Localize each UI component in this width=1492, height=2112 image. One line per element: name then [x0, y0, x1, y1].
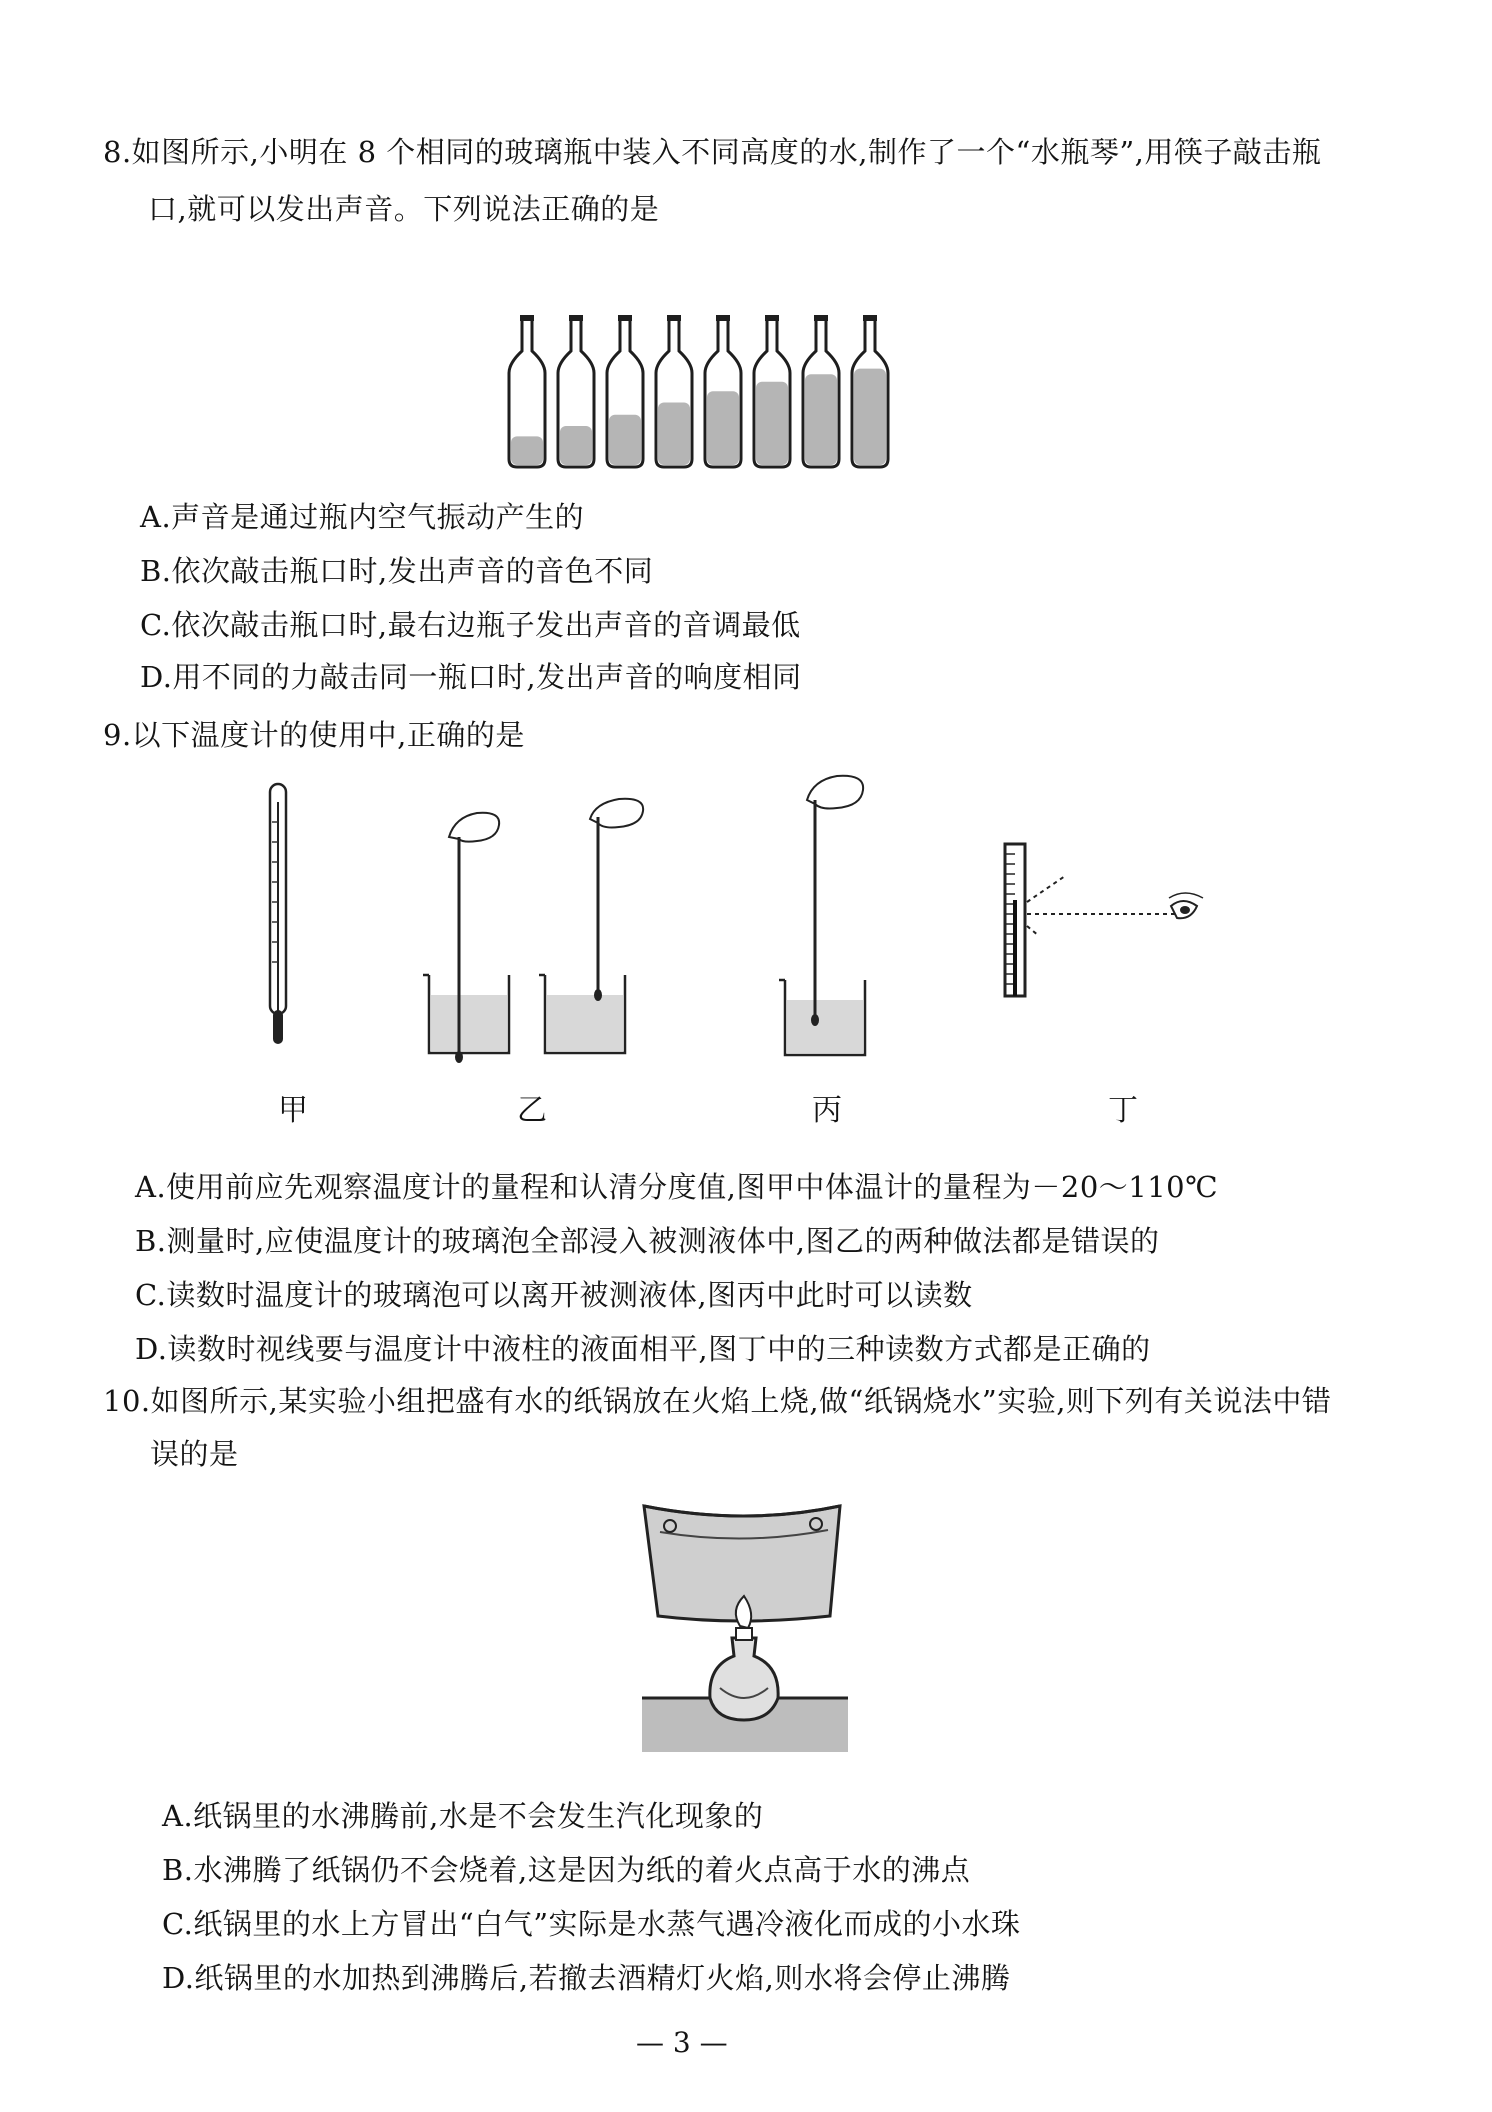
bottle — [705, 315, 741, 467]
bottle-water — [609, 415, 641, 465]
figure-label-jia: 甲 — [278, 1093, 308, 1128]
bottle-lip — [716, 315, 730, 321]
paper-pot-figure — [640, 1498, 850, 1758]
bottle-water — [805, 374, 837, 465]
bottle-lip — [520, 315, 534, 321]
q8-option-c: C.依次敲击瓶口时,最右边瓶子发出声音的音调最低 — [140, 608, 801, 642]
bottle-lip — [618, 315, 632, 321]
page-number: — 3 — — [636, 2026, 728, 2059]
bottle-water — [854, 369, 886, 465]
bottle-water — [756, 382, 788, 465]
q10-option-d: D.纸锅里的水加热到沸腾后,若撤去酒精灯火焰,则水将会停止沸腾 — [162, 1961, 1011, 1995]
q8-option-a: A.声音是通过瓶内空气振动产生的 — [140, 500, 585, 534]
bottle — [852, 315, 888, 467]
bottle-water — [560, 426, 592, 465]
q9-option-c: C.读数时温度计的玻璃泡可以离开被测液体,图丙中此时可以读数 — [135, 1278, 973, 1312]
bottle-water — [658, 402, 690, 465]
bottle-lip — [569, 315, 583, 321]
bottle-water — [707, 391, 739, 465]
figure-label-yi: 乙 — [517, 1093, 547, 1128]
q9-option-b: B.测量时,应使温度计的玻璃泡全部浸入被测液体中,图乙的两种做法都是错误的 — [135, 1224, 1160, 1258]
q10-option-a: A.纸锅里的水沸腾前,水是不会发生汽化现象的 — [162, 1799, 764, 1833]
q10-option-c: C.纸锅里的水上方冒出“白气”实际是水蒸气遇冷液化而成的小水珠 — [162, 1907, 1021, 1941]
q8-stem-line1: 8.如图所示,小明在 8 个相同的玻璃瓶中装入不同高度的水,制作了一个“水瓶琴”,用筷子敲击瓶 — [103, 135, 1322, 169]
bottle-lip — [667, 315, 681, 321]
bottle — [656, 315, 692, 467]
q8-stem-line2: 口,就可以发出声音。下列说法正确的是 — [148, 192, 660, 226]
bottle — [607, 315, 643, 467]
q10-stem-line2: 误的是 — [150, 1437, 239, 1471]
bottle-lip — [765, 315, 779, 321]
water-bottles-figure — [505, 315, 905, 475]
thermometer-ding-figure — [995, 840, 1225, 1000]
q9-stem: 9.以下温度计的使用中,正确的是 — [103, 718, 525, 752]
bottle — [754, 315, 790, 467]
q10-stem-line1: 10.如图所示,某实验小组把盛有水的纸锅放在火焰上烧,做“纸锅烧水”实验,则下列有关说法中错 — [103, 1384, 1332, 1418]
bottle — [509, 315, 545, 467]
bottle-lip — [863, 315, 877, 321]
q10-option-b: B.水沸腾了纸锅仍不会烧着,这是因为纸的着火点高于水的沸点 — [162, 1853, 971, 1887]
bottle-water — [511, 436, 543, 465]
figure-label-bing: 丙 — [812, 1093, 842, 1128]
q9-option-d: D.读数时视线要与温度计中液柱的液面相平,图丁中的三种读数方式都是正确的 — [135, 1332, 1151, 1366]
thermometer-jia-figure — [258, 782, 298, 1052]
bottle — [803, 315, 839, 467]
q8-option-b: B.依次敲击瓶口时,发出声音的音色不同 — [140, 554, 654, 588]
thermometer-yi-figure — [415, 795, 675, 1055]
bottle — [558, 315, 594, 467]
q8-option-d: D.用不同的力敲击同一瓶口时,发出声音的响度相同 — [140, 660, 802, 694]
q9-option-a: A.使用前应先观察温度计的量程和认清分度值,图甲中体温计的量程为－20～110℃ — [135, 1170, 1219, 1204]
figure-label-ding: 丁 — [1108, 1093, 1138, 1128]
thermometer-bing-figure — [775, 770, 905, 1060]
bottle-lip — [814, 315, 828, 321]
